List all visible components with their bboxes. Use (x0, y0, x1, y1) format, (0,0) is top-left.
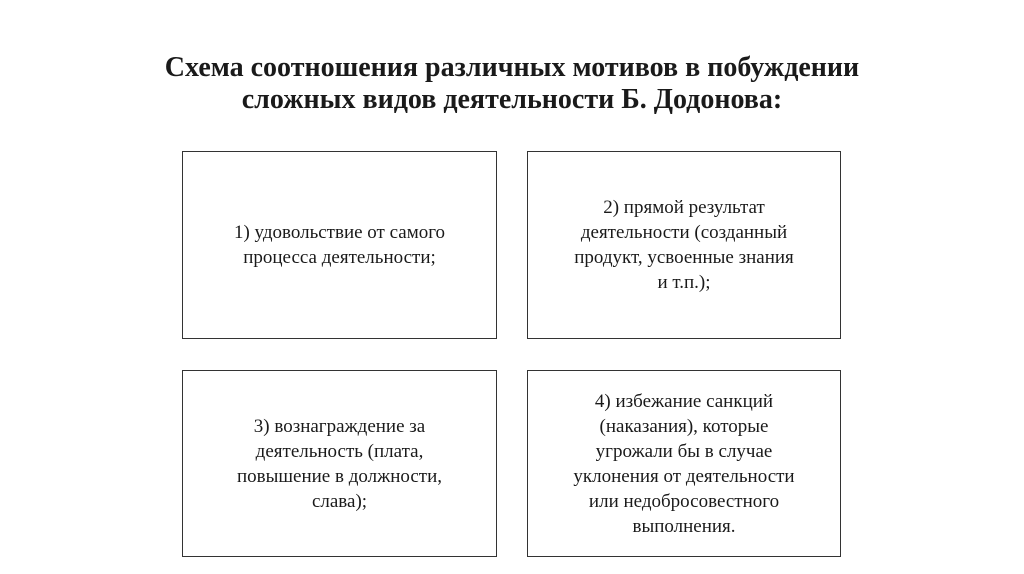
motive-box-3 (182, 370, 497, 557)
motive-box-4-line: (наказания), которые (599, 415, 769, 437)
slide-title-line-1: Схема соотношения различных мотивов в побуждении (164, 52, 860, 83)
motive-box-3-line: 3) вознаграждение за (253, 415, 426, 437)
motive-box-4-line: угрожали бы в случае (595, 440, 773, 462)
motive-box-1-line: процесса деятельности; (243, 247, 436, 268)
slide-title-line-2: сложных видов деятельности Б. Додонова: (241, 84, 783, 115)
motive-box-2-line: и т.п.); (657, 272, 711, 293)
motive-box-2-text (574, 195, 794, 295)
motive-box-1 (182, 151, 497, 339)
motive-box-4-line: выполнения. (632, 515, 736, 537)
motive-box-4-line: 4) избежание санкций (594, 390, 774, 412)
motive-box-2-line: 2) прямой результат (603, 197, 765, 218)
motive-box-1-text (234, 220, 445, 270)
motive-box-3-line: повышение в должности, (236, 465, 443, 487)
motive-box-3-text (237, 414, 442, 514)
motive-box-3-line: деятельность (плата, (255, 440, 424, 462)
slide-title (0, 52, 1024, 116)
motive-box-4-line: или недобросовестного (588, 490, 780, 512)
motive-box-2-line: деятельности (созданный (580, 222, 788, 243)
motive-box-4 (527, 370, 841, 557)
motive-box-2 (527, 151, 841, 339)
motive-box-3-line: слава); (311, 490, 368, 512)
motive-box-4-line: уклонения от деятельности (573, 465, 795, 487)
motive-box-2-line: продукт, усвоенные знания (574, 247, 794, 268)
motive-box-1-line: 1) удовольствие от самого (233, 222, 446, 243)
motive-box-4-text (573, 389, 794, 539)
